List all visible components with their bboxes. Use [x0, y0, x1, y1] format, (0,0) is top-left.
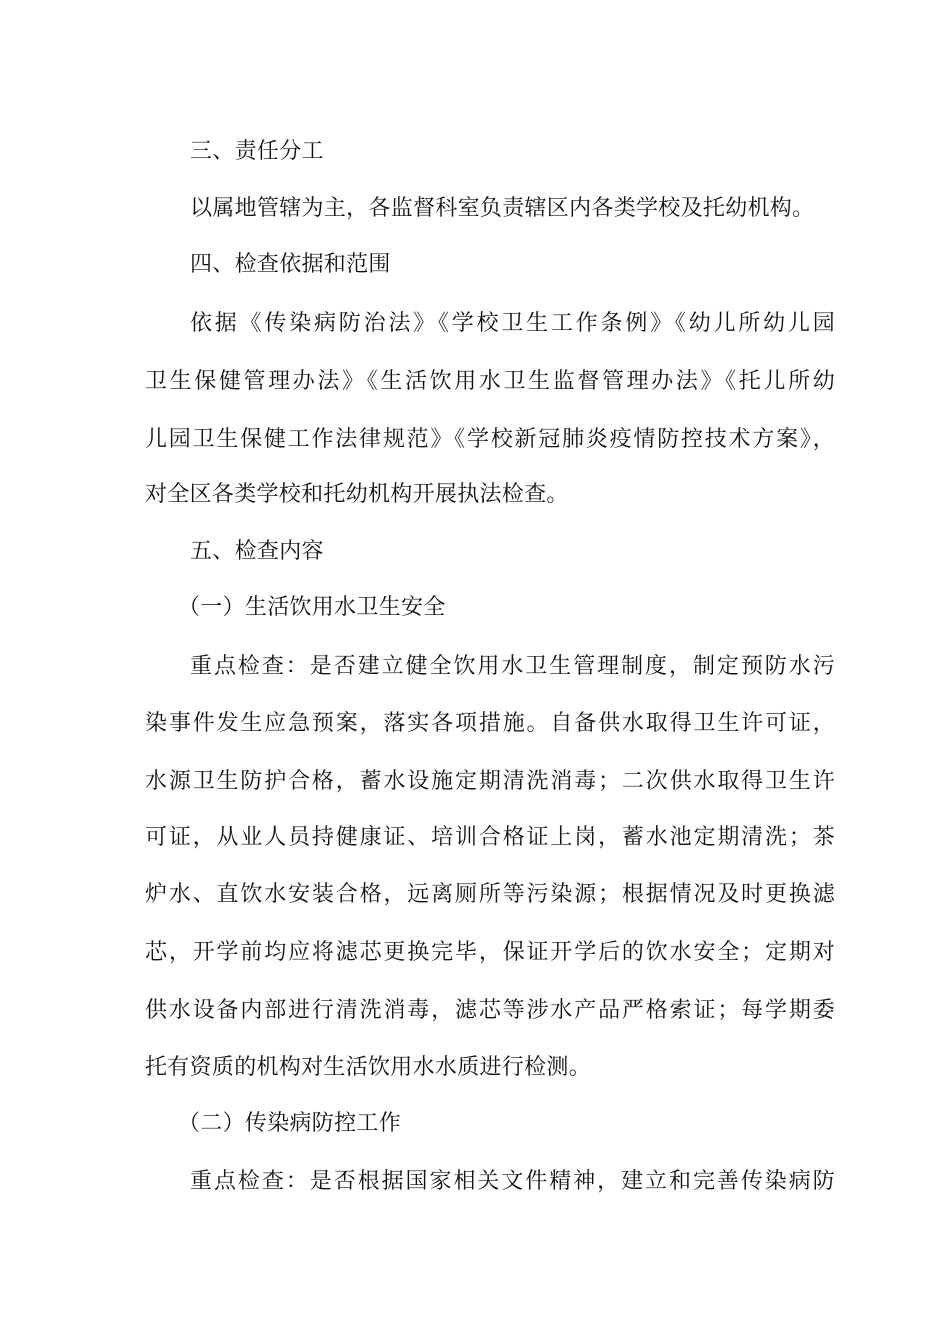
paragraph-line: 托有资质的机构对生活饮用水水质进行检测。 [145, 1055, 592, 1080]
paragraph-line: 可证，从业人员持健康证、培训合格证上岗，蓄水池定期清洗；茶 [145, 825, 835, 850]
section-heading-inspection-content: 五、检查内容 [190, 539, 324, 564]
paragraph-line: 以属地管辖为主，各监督科室负责辖区内各类学校及托幼机构。 [190, 196, 815, 221]
section-heading-responsibility: 三、责任分工 [190, 139, 324, 164]
subsection-heading-infectious-disease: （二）传染病防控工作 [178, 1111, 402, 1136]
paragraph-line: 炉水、直饮水安装合格，远离厕所等污染源；根据情况及时更换滤 [145, 882, 835, 907]
paragraph-line: 染事件发生应急预案，落实各项措施。自备供水取得卫生许可证， [145, 711, 835, 736]
paragraph-line: 芯，开学前均应将滤芯更换完毕，保证开学后的饮水安全；定期对 [145, 940, 835, 965]
paragraph-line: 卫生保健管理办法》《生活饮用水卫生监督管理办法》《托儿所幼 [145, 369, 835, 394]
paragraph-line: 水源卫生防护合格，蓄水设施定期清洗消毒；二次供水取得卫生许 [145, 769, 835, 794]
paragraph-line: 儿园卫生保健工作法律规范》《学校新冠肺炎疫情防控技术方案》， [145, 427, 835, 452]
paragraph-line: 供水设备内部进行清洗消毒，滤芯等涉水产品严格索证；每学期委 [145, 998, 835, 1023]
paragraph-line: 重点检查：是否根据国家相关文件精神，建立和完善传染病防 [190, 1169, 835, 1194]
section-heading-basis-scope: 四、检查依据和范围 [190, 252, 391, 277]
subsection-heading-drinking-water: （一）生活饮用水卫生安全 [178, 595, 446, 620]
paragraph-line: 重点检查：是否建立健全饮用水卫生管理制度，制定预防水污 [190, 654, 835, 679]
paragraph-line: 依据《传染病防治法》《学校卫生工作条例》《幼儿所幼儿园 [190, 311, 835, 336]
paragraph-line: 对全区各类学校和托幼机构开展执法检查。 [145, 482, 569, 507]
